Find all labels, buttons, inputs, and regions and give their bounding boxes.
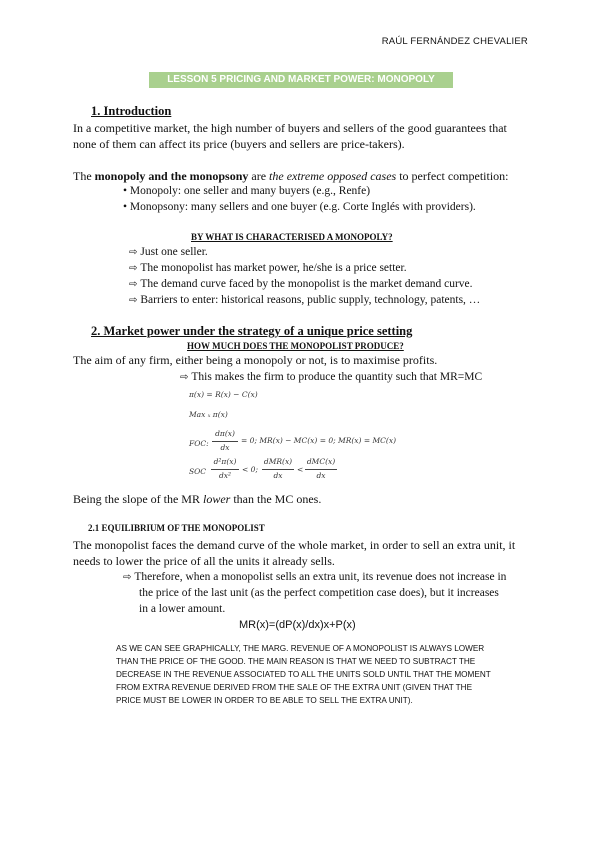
arrow-icon: ⇨	[123, 572, 132, 583]
para-text: The	[73, 169, 95, 183]
list-item	[129, 276, 473, 293]
note-line: DECREASE IN THE REVENUE ASSOCIATED TO ALL THE UNITS SOLD UNTIL THAT THE MOMENT	[116, 670, 491, 679]
section-2-1-heading: 2.1 EQUILIBRIUM OF THE MONOPOLIST	[88, 523, 265, 533]
soc-numerator-1: d²π(x)	[213, 457, 237, 466]
bullet-monopsony: • Monopsony: many sellers and one buyer (e.g. Corte Inglés with providers).	[123, 201, 476, 213]
list-item-continuation: in a lower amount.	[139, 603, 226, 615]
note-line: THAN THE PRICE OF THE GOOD. THE MAIN REASON IS THAT WE NEED TO SUBTRACT THE	[116, 657, 476, 666]
soc-numerator-3: dMC(x)	[306, 457, 336, 466]
soc-denominator-3: dx	[316, 471, 326, 480]
list-item	[180, 369, 482, 386]
profit-aim-para: The aim of any firm, either being a monopoly or not, is to maximise profits.	[73, 353, 438, 367]
para-text: Being the slope of the MR	[73, 492, 203, 506]
note-line: FROM EXTRA REVENUE DERIVED FROM THE SALE OF THE EXTRA UNIT (GIVEN THAT THE	[116, 683, 473, 692]
arrow-icon: ⇨	[180, 372, 189, 383]
list-item-text: Barriers to enter: historical reasons, public supply, technology, patents, …	[140, 294, 481, 306]
monopoly-characteristics-subheading: BY WHAT IS CHARACTERISED A MONOPOLY?	[191, 232, 393, 242]
list-item	[129, 292, 480, 309]
list-item-text: The monopolist has market power, he/she is a price setter.	[140, 262, 407, 274]
bullet-monopoly: • Monopoly: one seller and many buyers (e.g., Renfe)	[123, 185, 371, 197]
para-text: are	[248, 169, 270, 183]
arrow-icon: ⇨	[129, 263, 138, 274]
italic-term: lower	[202, 492, 231, 506]
intro-para-line-1: In a competitive market, the high number of buyers and sellers of the good guarantees that	[73, 121, 507, 135]
arrow-icon: ⇨	[129, 279, 138, 290]
production-subheading: HOW MUCH DOES THE MONOPOLIST PRODUCE?	[187, 341, 404, 351]
list-item-text: Therefore, when a monopolist sells an extra unit, its revenue does not increase in	[134, 571, 507, 583]
soc-denominator-2: dx	[273, 471, 283, 480]
note-line: PRICE MUST BE LOWER IN ORDER TO BE ABLE TO SELL THE EXTRA UNIT).	[116, 696, 413, 705]
list-item	[129, 244, 208, 261]
fraction-bar	[305, 469, 337, 470]
note-line: AS WE CAN SEE GRAPHICALLY, THE MARG. REVENUE OF A MONOPOLIST IS ALWAYS LOWER	[116, 644, 485, 653]
soc-numerator-2: dMR(x)	[263, 457, 293, 466]
list-item-text: This makes the firm to produce the quantity such that MR=MC	[191, 371, 483, 383]
italic-term: the extreme opposed cases	[269, 169, 397, 183]
list-item-text: Just one seller.	[140, 246, 208, 258]
marginal-revenue-formula: MR(x)=(dP(x)/dx)x+P(x)	[239, 619, 356, 631]
fraction-bar	[211, 469, 239, 470]
profit-equation: π(x) = R(x) − C(x)	[189, 390, 258, 399]
demand-curve-line-2: needs to lower the price of all the units it already sells.	[73, 554, 335, 568]
para-text: than the MC ones.	[230, 492, 322, 506]
para-text: to perfect competition:	[396, 169, 509, 183]
demand-curve-line-1: The monopolist faces the demand curve of the whole market, in order to sell an extra unit, it	[73, 538, 516, 552]
fraction-bar	[212, 441, 238, 442]
bold-term: monopoly and the monopsony	[94, 169, 249, 183]
foc-condition: = 0; MR(x) − MC(x) = 0; MR(x) = MC(x)	[241, 436, 397, 445]
list-item	[123, 569, 506, 586]
slope-para	[73, 491, 321, 508]
section-1-heading: 1. Introduction	[91, 104, 172, 118]
intro-para-line-2: none of them can affect its price (buyers and sellers are price-takers).	[73, 137, 405, 151]
section-2-heading: 2. Market power under the strategy of a unique price setting	[91, 324, 413, 338]
soc-inequality: < 0;	[242, 465, 258, 474]
arrow-icon: ⇨	[129, 295, 138, 306]
list-item-continuation: the price of the last unit (as the perfect competition case does), but it increases	[139, 587, 499, 599]
foc-numerator: dπ(x)	[215, 429, 235, 438]
soc-label: SOC	[189, 467, 207, 476]
list-item	[129, 260, 407, 277]
list-item-text: The demand curve faced by the monopolist is the market demand curve.	[140, 278, 473, 290]
foc-label: FOC:	[189, 439, 209, 448]
maximisation-expression: Max ₓ π(x)	[189, 410, 228, 419]
soc-less-than: <	[297, 465, 304, 474]
soc-denominator-1: dx²	[218, 471, 232, 480]
arrow-icon: ⇨	[129, 247, 138, 258]
fraction-bar	[262, 469, 294, 470]
lesson-title: LESSON 5 PRICING AND MARKET POWER: MONOPOLY	[149, 72, 453, 88]
author-name: RAÚL FERNÁNDEZ CHEVALIER	[381, 36, 528, 47]
foc-denominator: dx	[220, 443, 230, 452]
